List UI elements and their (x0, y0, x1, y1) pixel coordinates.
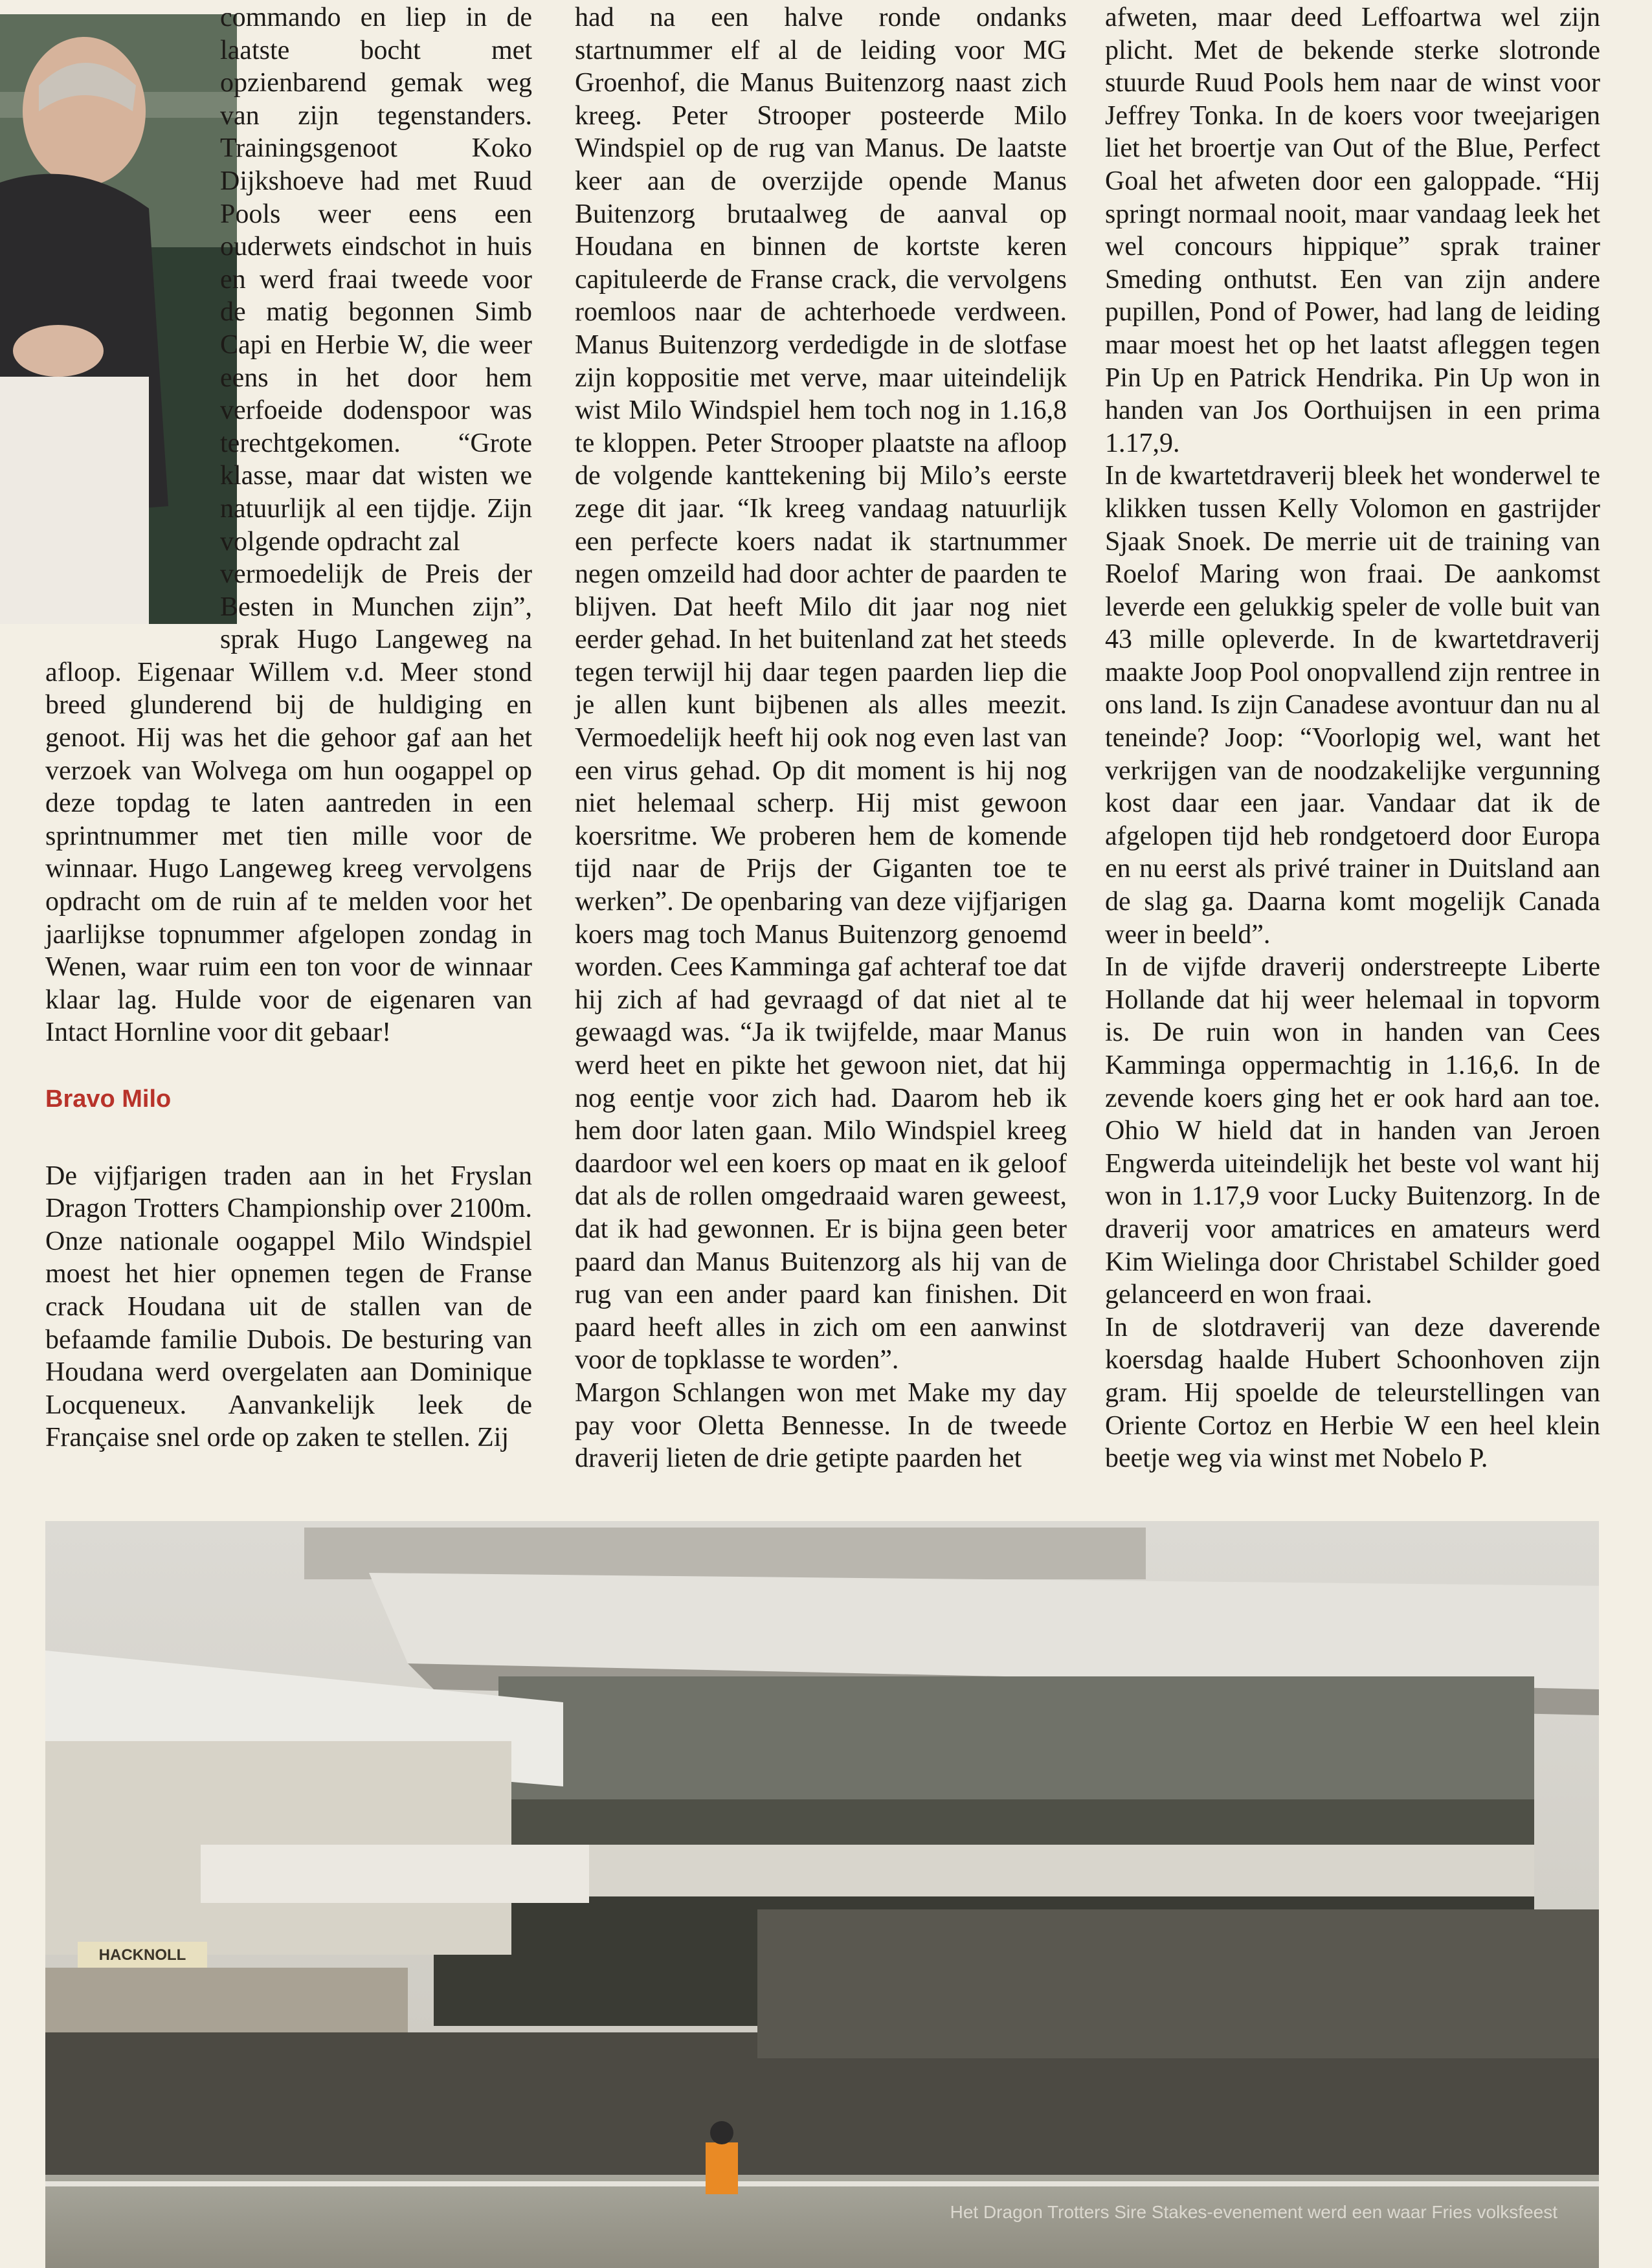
article-column-3 (1105, 1, 1600, 1475)
grandstand-illustration (45, 1521, 1599, 2268)
paragraph: vermoedelijk de Preis der Besten in Munchen zijn”, sprak Hugo Langeweg na afloop. Eigenaar Willem v.d. Meer stond breed glunderend bij de huldiging en genoot. Hij was het die gehoor gaf aan het verzoek van Wolvega om hun oogappel op deze topdag te laten aantreden in een sprintnummer met tien mille voor de winnaar. Hugo Langeweg kreeg vervolgens opdracht om de ruin af te melden voor het jaarlijkse topnummer afgelopen zondag in Wenen, waar ruim een ton voor de winnaar klaar lag. Hulde voor de eigenaren van Intact Hornline voor dit gebaar! (45, 559, 532, 1048)
paragraph: afweten, maar deed Leffoartwa wel zijn plicht. Met de bekende sterke slotronde stuurde Ruud Pools hem naar de winst voor Jeffrey Tonka. In de koers voor tweejarigen liet het broertje van Out of the Blue, Perfect Goal het afweten door een galoppade. “Hij springt normaal nooit, maar vandaag leek het wel concours hippique” sprak trainer Smeding onthutst. Een van zijn andere pupillen, Pond of Power, had lang de leiding maar moest het op het laatst afleggen tegen Pin Up en Patrick Hendrika. Pin Up won in handen van Jos Oorthuijsen in een prima 1.17,9. (1105, 3, 1600, 458)
paragraph: had na een halve ronde ondanks startnummer elf al de leiding voor MG Groenhof, die Manus Buitenzorg naast zich kreeg. Peter Strooper posteerde Milo Windspiel op de rug van Manus. De laatste keer aan de overzijde opende Manus Buitenzorg brutaalweg de aanval op Houdana en binnen de kortste keren capituleerde de Franse crack, die vervolgens roemloos naar de achterhoede verdween. Manus Buitenzorg verdedigde in de slotfase zijn koppositie met verve, maar uiteindelijk wist Milo Windspiel hem toch nog in 1.16,8 te kloppen. Peter Strooper plaatste na afloop de volgende kanttekening bij Milo’s eerste zege dit jaar. “Ik kreeg vandaag natuurlijk een perfecte koers nadat ik startnummer negen omzeild had door achter de paarden te blijven. Dat heeft Milo dit jaar nog niet eerder gehad. In het buitenland zat het steeds tegen terwijl hij daar tegen paarden liep die je allen kunt bijbenen als alles meezit. Vermoedelijk heeft hij ook nog even last van een virus gehad. Op dit moment is hij nog niet helemaal scherp. Hij mist gewoon koersritme. We proberen hem de komende tijd naar de Prijs der Giganten toe te werken”. De openbaring van deze vijfjarigen koers mag toch Manus Buitenzorg genoemd worden. Cees Kamminga gaf achteraf toe dat hij zich af had gevraagd of dat niet al te gewaagd was. “Ja ik twijfelde, maar Manus werd heet en pikte het gewoon niet, dat hij nog eentje voor zich had. Daarom heb ik hem door laten gaan. Milo Windspiel kreeg daardoor wel een koers op maat en ik geloof dat als de rollen omgedraaid waren geweest, dat ik had gewonnen. Er is bijna geen beter paard dan Manus Buitenzorg als hij van de rug van een ander paard kan finishen. Dit paard heeft alles in zich om een aanwinst voor de topklasse te worden”. (575, 3, 1067, 1375)
paragraph: De vijfjarigen traden aan in het Fryslan Dragon Trotters Championship over 2100m. Onze nationale oogappel Milo Windspiel moest het hier opnemen tegen de Franse crack Houdana uit de stallen van de befaamde familie Dubois. De besturing van Houdana werd overgelaten aan Dominique Locqueneux. Aanvankelijk leek de Française snel orde op zaken te stellen. Zij (45, 1161, 532, 1453)
paragraph: In de kwartetdraverij bleek het wonderwel te klikken tussen Kelly Volomon en gastrijder Sjaak Snoek. De merrie uit de training van Roelof Maring won fraai. De aankomst leverde een gelukkig speler de volle buit van 43 mille opleverde. In de kwartetdraverij maakte Joop Pool onopvallend zijn rentree in ons land. Is zijn Canadese avontuur dan nu al teneinde? Joop: “Voorlopig wel, want het verkrijgen van de noodzakelijke vergunning kost daar een jaar. Vandaar dat ik de afgelopen tijd heb rondgetoerd door Europa en nu eerst als privé trainer in Duitsland aan de slag ga. Daarna komt mogelijk Canada weer in beeld”. (1105, 461, 1600, 950)
article-column-1 (45, 1, 532, 1454)
paragraph: In de vijfde draverij onderstreepte Liberte Hollande dat hij weer helemaal in topvorm is. De ruin won in handen van Cees Kamminga oppermachtig in 1.16,6. In de zevende koers ging het er ook hard aan toe. Ohio W hield dat in handen van Jeroen Engwerda uiteindelijk het beste vol want hij won in 1.17,9 voor Lucky Buitenzorg. In de draverij voor amatrices en amateurs werd Kim Wielinga door Christabel Schilder goed gelanceerd en won fraai. (1105, 952, 1600, 1310)
section-heading: Bravo Milo (45, 1085, 172, 1113)
photo-caption: Het Dragon Trotters Sire Stakes-evenement werd een waar Fries volksfeest (950, 2202, 1557, 2222)
paragraph: Margon Schlangen won met Make my day pay voor Oletta Bennesse. In de tweede draverij lieten de drie getipte paarden het (575, 1377, 1067, 1474)
paragraph: commando en liep in de laatste bocht met opzienbarend gemak weg van zijn tegenstanders. Trainingsgenoot Koko Dijkshoeve had met Ruud Pools weer eens een ouderwets eindschot in huis en werd fraai tweede voor de matig begonnen Simb Capi en Herbie W, die weer eens in het door hem verfoeide dodenspoor was terechtgekomen. “Grote klasse, maar dat wisten we natuurlijk al een tijdje. Zijn volgende opdracht zal (220, 3, 532, 557)
grandstand-photo (45, 1521, 1599, 2268)
sign-text: HACKNOLL (98, 1946, 186, 1964)
paragraph: In de slotdraverij van deze daverende koersdag haalde Hubert Schoonhoven zijn gram. Hij spoelde de teleurstellingen van Oriente Cortoz en Herbie W een heel klein beetje weg via winst met Nobelo P. (1105, 1312, 1600, 1474)
article-column-2 (575, 1, 1067, 1475)
